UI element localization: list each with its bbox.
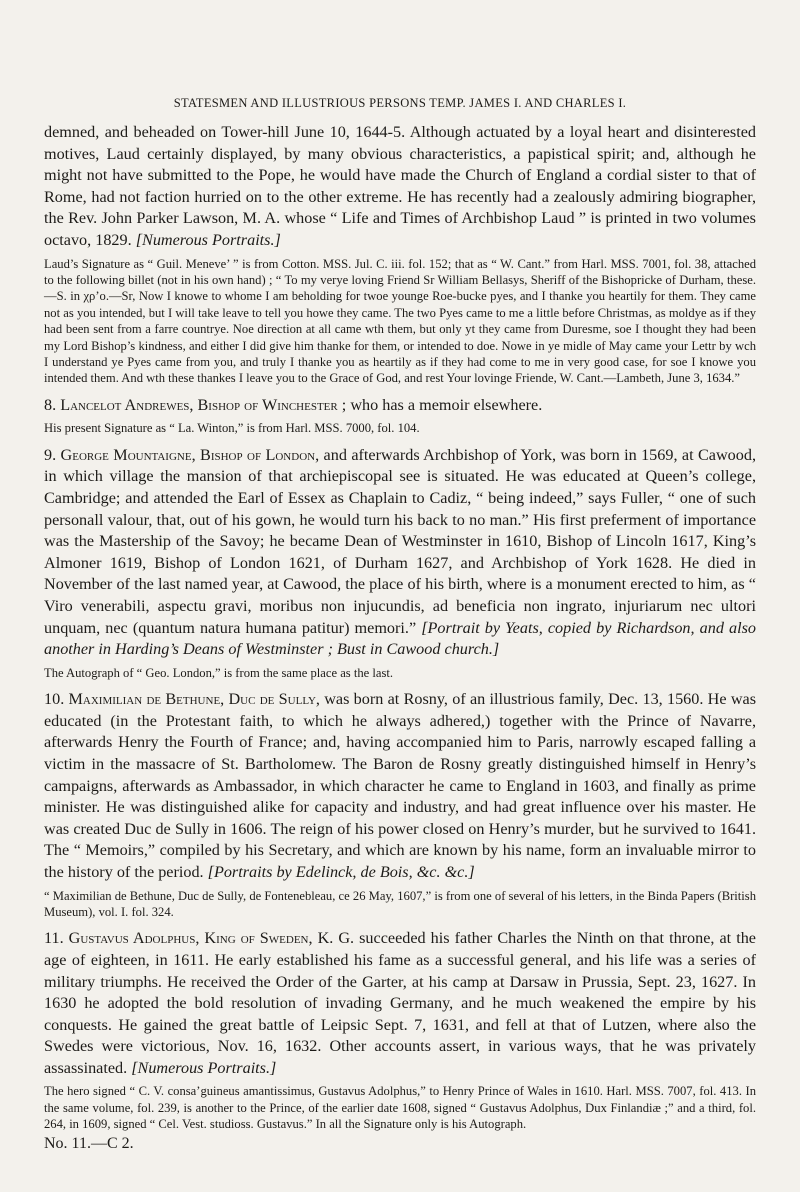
mountaigne-note: The Autograph of “ Geo. London,” is from the same place as the last.: [44, 665, 394, 680]
andrewes-text: who has a memoir elsewhere.: [346, 395, 543, 414]
entry-gustavus: [44, 928, 756, 1079]
mountaigne-heading: 9. George Mountaigne, Bishop of London,: [44, 445, 320, 464]
gustavus-heading: 11. Gustavus Adolphus, King of Sweden, K. G.: [44, 929, 355, 948]
entry-mountaigne: [44, 445, 756, 661]
laud-portraits: [Numerous Portraits.]: [135, 230, 281, 249]
laud-paragraph: [44, 122, 756, 252]
entry-sully: [44, 689, 756, 883]
gustavus-text: succeeded his father Charles the Ninth on that throne, at the age of eighteen, in 1611. He early established his fame as a successful general, and his life was a series of military triumphs. He received the Order of the Garter, at his camp at Darsaw in Prussia, Sept. 23, 1627. In 1630 he adopted the bold resolution of invading Germany, and he much weakened the empire by his conquests. He gained the great battle of Leipsic Sept. 7, 1631, and fell at that of Lutzen, where also the Swedes were victorious, Nov. 16, 1632. Other accounts assert, in various ways, that he was privately assassinated.: [44, 929, 756, 1077]
page-body: [44, 122, 756, 1153]
andrewes-note: His present Signature as “ La. Winton,” is from Harl. MSS. 7000, fol. 104.: [44, 421, 420, 436]
mountaigne-portraits: [Portrait by Yeats, copied by Richardson, and also another in Harding’s Deans of Westminster ; Bust in Cawood church.]: [44, 618, 756, 659]
sully-portraits: [Portraits by Edelinck, de Bois, &c. &c.]: [207, 862, 475, 881]
gustavus-portraits: [Numerous Portraits.]: [131, 1058, 277, 1077]
gustavus-note: The hero signed “ C. V. consa’guineus amantissimus, Gustavus Adolphus,” to Henry Prince of Wales in 1610. Harl. MSS. 7007, fol. 413. In the same volume, fol. 239, is another to the Prince, of the earlier date 1608, signed “ Gustavus Adolphus, Dux Finlandiæ ;” and a third, fol. 264, in 1609, signed “ Cel. Vest. studioss. Gustavus.” In all the Signature only is his Autograph.: [44, 1084, 756, 1132]
andrewes-heading: 8. Lancelot Andrewes, Bishop of Winchester ;: [44, 395, 347, 414]
sully-heading: 10. Maximilian de Bethune, Duc de Sully,: [44, 690, 320, 709]
laud-text: demned, and beheaded on Tower-hill June 10, 1644-5. Although actuated by a loyal heart and disinterested motives, Laud certainly displayed, by many obvious characteristics, a papistical spirit; and, although he might not have submitted to the Pope, he would have made the Church of England a cordial sister to that of Rome, had not faction hurried on to the other extreme. He has recently had a zealously admiring biographer, the Rev. John Parker Lawson, M. A. whose “ Life and Times of Archbishop Laud ” is printed in two volumes octavo, 1829.: [44, 123, 756, 249]
sully-text: was born at Rosny, of an illustrious family, Dec. 13, 1560. He was educated (in the Protestant faith, to which he always adhered,) together with the Prince of Navarre, afterwards Henry the Fourth of France; and, having accompanied him to Paris, narrowly escaped falling a victim in the massacre of St. Bartholomew. The Baron de Rosny greatly distinguished himself in Henry’s campaigns, afterwards as Ambassador, in which character he came to England in 1603, and finally as prime minister. He was distinguished alike for capacity and industry, and had great influence over his master. He was created Duc de Sully in 1606. The reign of his power closed on Henry’s murder, but he survived to 1641. The “ Memoirs,” compiled by his Secretary, and which are known by his name, form an invaluable mirror to the history of the period.: [44, 690, 756, 881]
sully-note: “ Maximilian de Bethune, Duc de Sully, de Fontenebleau, ce 26 May, 1607,” is from one of several of his letters, in the Binda Papers (British Museum), vol. I. fol. 324.: [44, 888, 756, 919]
entry-andrewes: [44, 395, 756, 417]
mountaigne-text: and afterwards Archbishop of York, was born in 1569, at Cawood, in which village the mansion of that archiepiscopal see is situated. He was educated at Queen’s college, Cambridge; and attended the Earl of Essex as Chaplain to Cadiz, “ being indeed,” says Fuller, “ one of such personall valour, that, out of his gown, he would turn his back to no man.” His first preferment of importance was the Mastership of the Savoy; he became Dean of Westminster in 1610, Bishop of Lincoln 1617, King’s Almoner 1619, Bishop of London 1621, of Durham 1627, and Archbishop of York 1628. He died in November of the last named year, at Cawood, the place of his birth, where is a monument erected to him, as “ Viro venerabili, aspectu gravi, moribus non injucundis, ad beneficia non ingrato, injuriarum nec ultori unquam, nec (quantum natura humana patitur) memori.”: [44, 445, 757, 637]
running-head: STATESMEN AND ILLUSTRIOUS PERSONS TEMP. JAMES I. AND CHARLES I.: [173, 96, 627, 110]
laud-note: Laud’s Signature as “ Guil. Meneve’ ” is from Cotton. MSS. Jul. C. iii. fol. 152; that as “ W. Cant.” from Harl. MSS. 7001, fol. 38, attached to the following billet (not in his own hand) ; “ To my verye loving Friend Sr William Bellasys, Sheriff of the Bishopricke of Durham, these.—S. in χρ’o.—Sr, Now I knowe to whome I am beholding for twoe younge Roe-bucke pyes, and I thanke you heartily for them. They came not as you intended, but I will take leave to tell you howe they came. The two Pyes came to me a little before Christmas, as moldye as if they had been sent from a farre countrye. Noe direction at all came wth them, but only yt they came from Duresme, soe I thought they had been my Lord Bishop’s kindness, and either I did give him thanke for them, or intended to doe. Nowe in ye midle of May came your Lettr by wch I understand ye Pyes came from you, and truly I thanke you as heartily as if they had come to me in very good case, for soe I knowe you intended them. And wth these thankes I leave you to the Grace of God, and rest Your lovinge Friende, W. Cant.—Lambeth, June 3, 1634.”: [44, 256, 756, 386]
signature-mark: No. 11.—C 2.: [44, 1134, 134, 1152]
